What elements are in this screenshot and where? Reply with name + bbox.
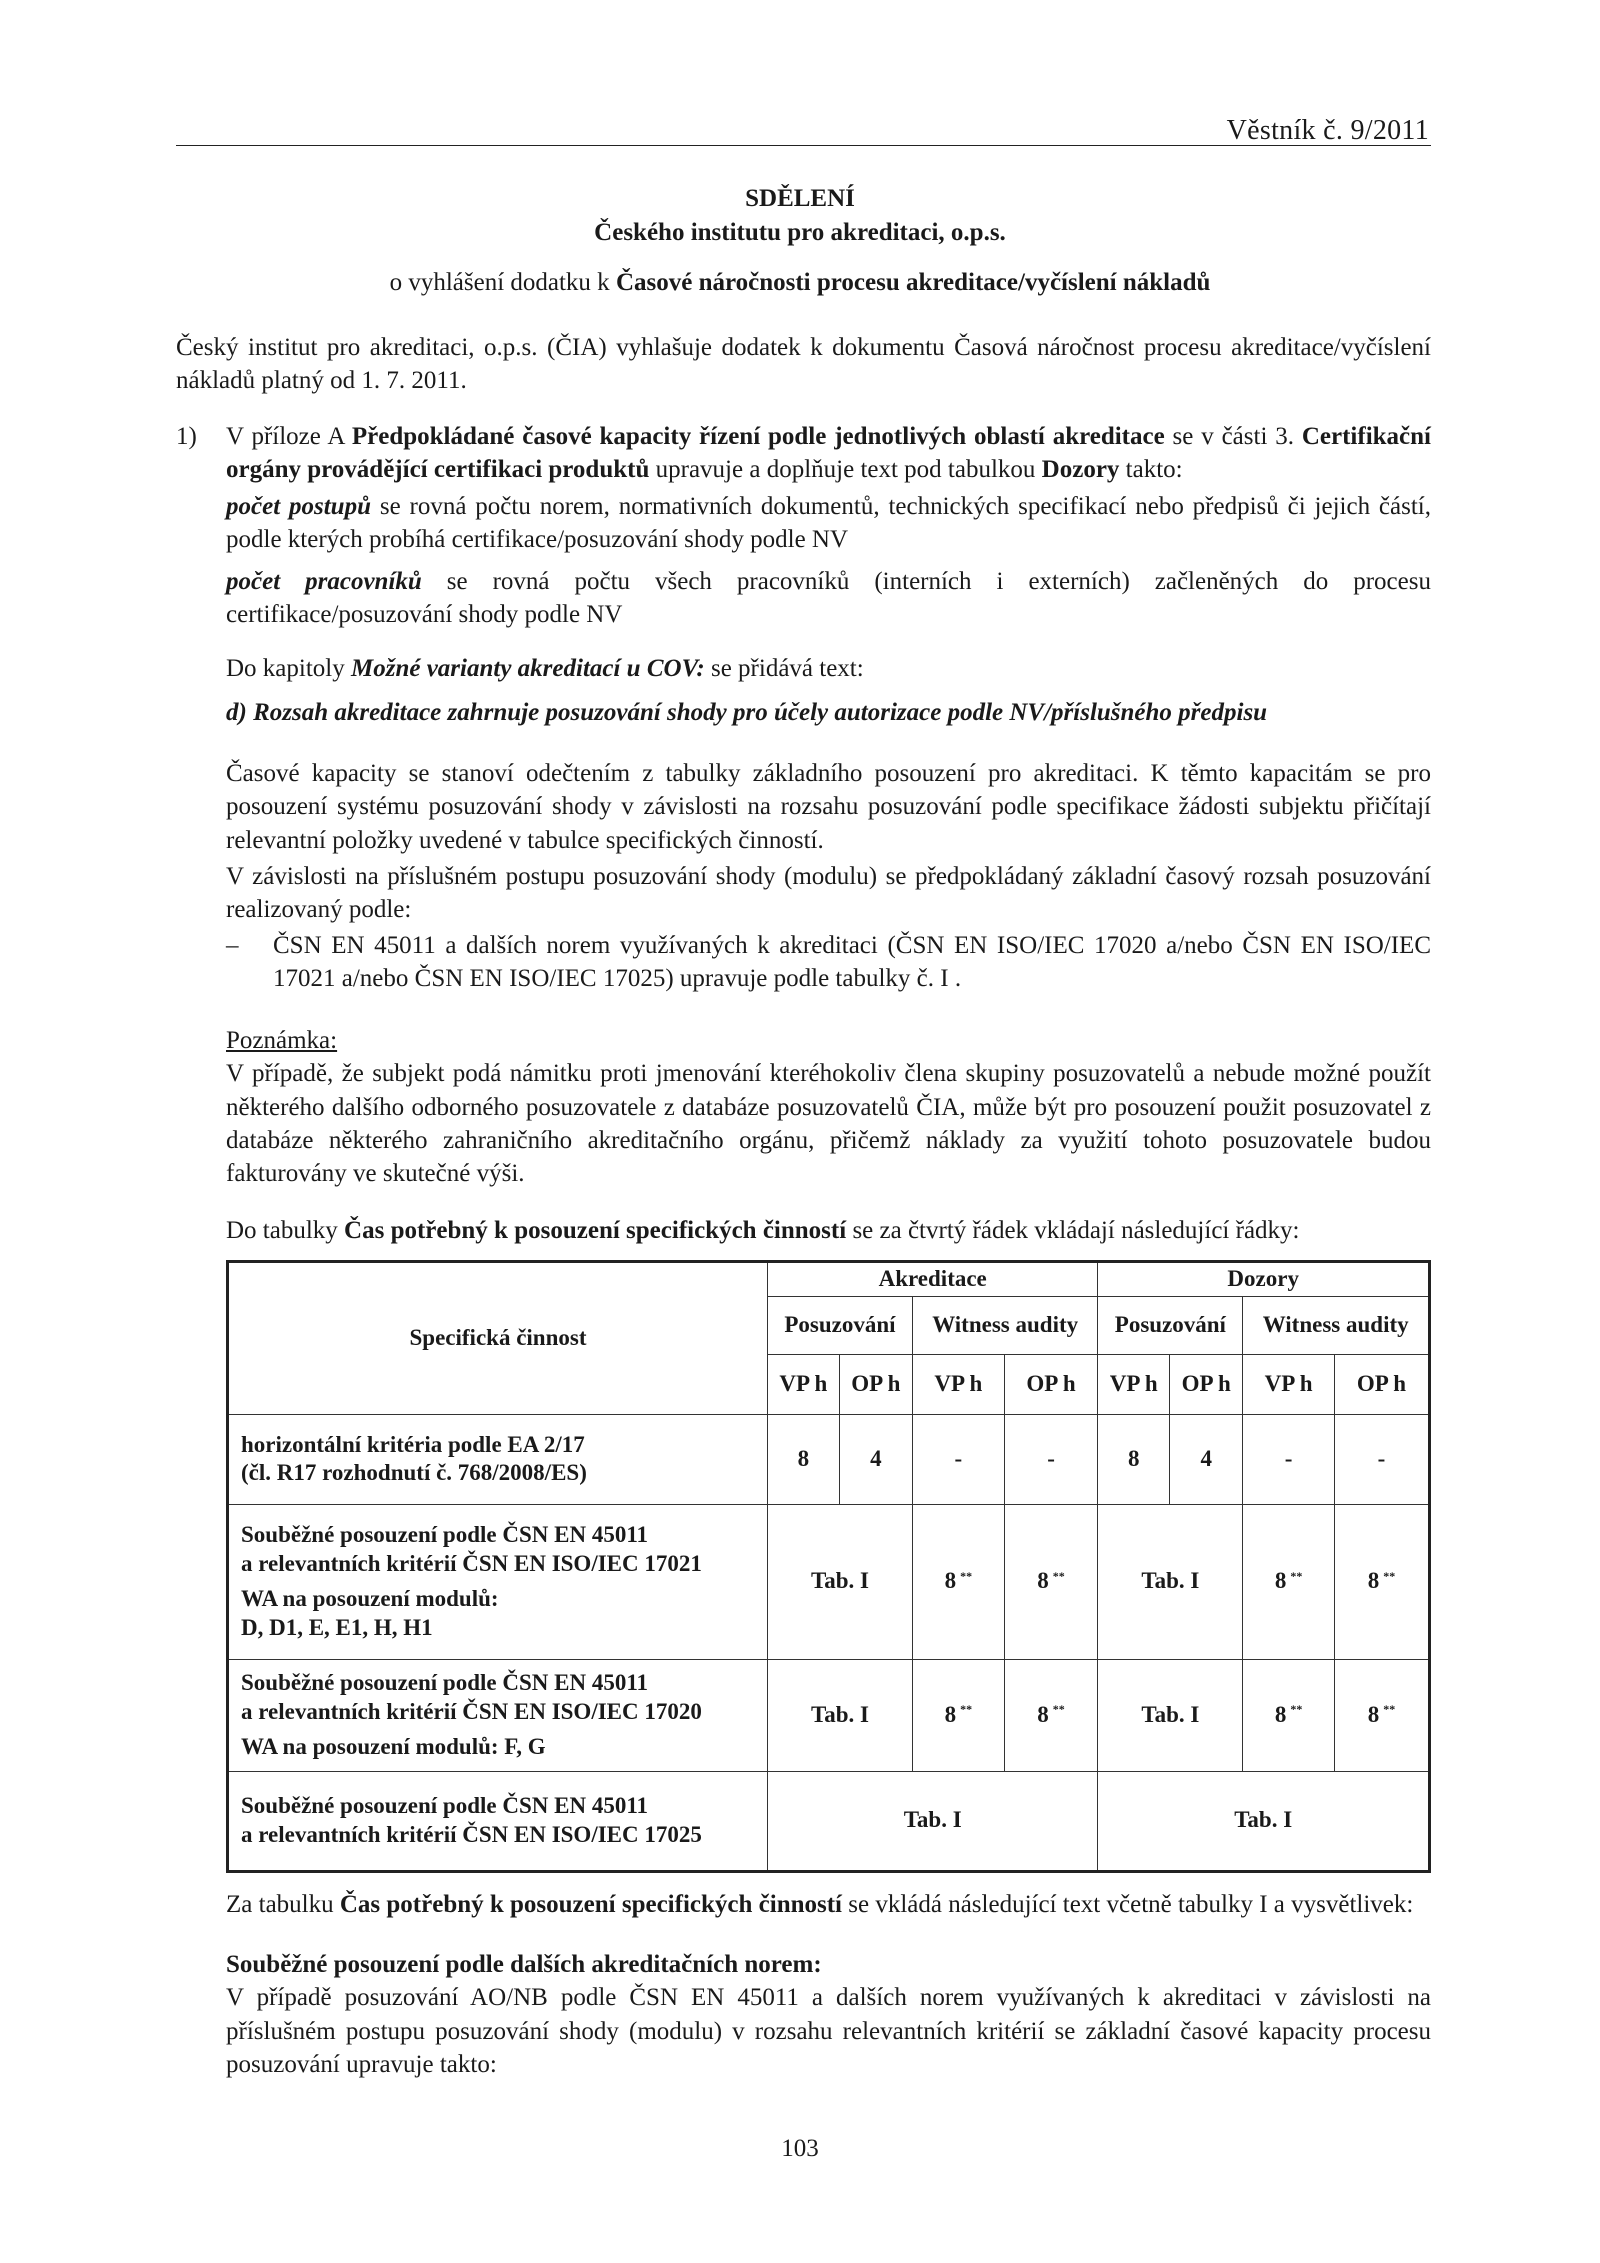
chapter-term: Možné varianty akreditací u COV: (351, 655, 705, 682)
definition-procedures-text: se rovná počtu norem, normativních dokumentů, technických specifikací nebo předpisů či jejich částí, podle kterých probíhá certifikace/posuzování shody podle NV (226, 493, 1431, 554)
col-op: OP h (839, 1354, 912, 1414)
akreditace-posuzovani: Posuzování (768, 1296, 913, 1354)
col-vp: VP h (1243, 1354, 1335, 1414)
table-cell: 8 ** (1334, 1504, 1429, 1659)
dozory-posuzovani: Posuzování (1098, 1296, 1243, 1354)
table-cell: Tab. I (1098, 1504, 1243, 1659)
footnote-marker: ** (1052, 1702, 1065, 1717)
group-akreditace: Akreditace (768, 1262, 1098, 1297)
table-cell: 8 ** (912, 1659, 1004, 1771)
after-table-suffix: se vkládá následující text včetně tabulky I a vysvětlivek: (842, 1891, 1414, 1918)
row-label-line: Souběžné posouzení podle ČSN EN 45011 (241, 1670, 649, 1696)
col-op: OP h (1334, 1354, 1429, 1414)
definition-workers-term: počet pracovníků (226, 568, 422, 595)
item-number: 1) (176, 423, 197, 450)
title-line-2: Českého institutu pro akreditaci, o.p.s. (594, 219, 1006, 246)
table-cell: Tab. I (1098, 1659, 1243, 1771)
akreditace-witness: Witness audity (912, 1296, 1097, 1354)
chapter-suffix: se přidává text: (704, 655, 864, 682)
definition-procedures-term: počet postupů (226, 493, 371, 520)
item-1-text-2: se v části 3. (1164, 423, 1302, 450)
concurrent-text: V případě posuzování AO/NB podle ČSN EN 45011 a dalších norem využívaných k akreditaci v závislosti na příslušném postupu posuzování shody (modulu) v rozsahu relevantních kritérií se základní časové kapacity procesu posuzování upravuje takto: (226, 1984, 1431, 2078)
capacity-paragraph: Časové kapacity se stanoví odečtením z tabulky základního posouzení pro akreditaci. K těmto kapacitám se pro posouzení systému posuzování shody v závislosti na rozsahu posuzování podle specifikace žádosti subjektu přičítají relevantní položky uvedené v tabulce specifických činností. (226, 760, 1431, 854)
table-cell: Tab. I (768, 1771, 1098, 1871)
chapter-paragraph (226, 652, 1431, 685)
table-cell: 8 (1098, 1414, 1170, 1504)
dependence-paragraph: V závislosti na příslušném postupu posuzování shody (modulu) se předpokládaný základní časový rozsah posuzování realizovaný podle: (226, 863, 1431, 924)
definition-procedures (226, 490, 1431, 557)
header-rule (176, 145, 1431, 146)
col-op: OP h (1170, 1354, 1243, 1414)
table-row (228, 1504, 1430, 1659)
after-table-bold: Čas potřebný k posouzení specifických činností (339, 1891, 842, 1918)
definition-workers (226, 565, 1431, 632)
col-vp: VP h (768, 1354, 840, 1414)
title-line-1: SDĚLENÍ (745, 185, 855, 212)
dash-item-text: ČSN EN 45011 a dalších norem využívaných k akreditaci (ČSN EN ISO/IEC 17020 a/nebo ČSN EN ISO/IEC 17021 a/nebo ČSN EN ISO/IEC 17025) upravuje podle tabulky č. I . (273, 932, 1431, 993)
table-cell: 8 ** (1004, 1504, 1098, 1659)
row-label-line: a relevantních kritérií ČSN EN ISO/IEC 17021 (241, 1551, 702, 1576)
footnote-marker: ** (960, 1702, 973, 1717)
note-block (226, 1024, 1431, 1190)
item-1-text-1: V příloze A (226, 423, 352, 450)
table-cell: 4 (839, 1414, 912, 1504)
item-1-bold-4: Dozory (1041, 456, 1120, 484)
table-cell: - (1243, 1414, 1335, 1504)
row-label-line: a relevantních kritérií ČSN EN ISO/IEC 17025 (241, 1821, 702, 1847)
after-table-prefix: Za tabulku (226, 1891, 340, 1918)
row-label-line: (čl. R17 rozhodnutí č. 768/2008/ES) (241, 1460, 587, 1486)
definition-workers-text: se rovná počtu všech pracovníků (interních i externích) začleněných do procesu certifikace/posuzování shody podle NV (226, 568, 1431, 629)
row-label-line: D, D1, E, E1, H, H1 (241, 1614, 433, 1640)
row-label-line: WA na posouzení modulů: (241, 1585, 499, 1611)
row-label (228, 1504, 768, 1659)
table-cell: 4 (1170, 1414, 1243, 1504)
item-1-text-4: takto: (1119, 456, 1183, 484)
table-row (228, 1659, 1430, 1771)
table-intro-bold: Čas potřebný k posouzení specifických činností (344, 1217, 847, 1244)
concurrent-heading: Souběžné posouzení podle dalších akreditačních norem: (226, 1951, 822, 1978)
table-cell: Tab. I (768, 1659, 913, 1771)
item-1-bold-2: Certifikační orgány (226, 423, 1431, 484)
item-1-text-3: upravuje a doplňuje text pod tabulkou (649, 456, 1042, 484)
chapter-prefix: Do kapitoly (226, 655, 351, 682)
journal-header: Věstník č. 9/2011 (1226, 115, 1429, 146)
subject-prefix: o vyhlášení dodatku k (389, 269, 616, 296)
table-row (228, 1771, 1430, 1871)
table-cell: 8 (768, 1414, 840, 1504)
row-label-line: Souběžné posouzení podle ČSN EN 45011 (241, 1522, 649, 1548)
table-cell: - (1004, 1414, 1098, 1504)
footnote-marker: ** (1290, 1568, 1303, 1583)
table-cell: 8 ** (1334, 1659, 1429, 1771)
dash-mark: – (226, 932, 239, 959)
col-op: OP h (1004, 1354, 1098, 1414)
subject-bold: Časové náročnosti procesu akreditace/vyčíslení nákladů (615, 269, 1211, 296)
row-label (228, 1771, 768, 1871)
col-specific-activity: Specifická činnost (228, 1262, 768, 1415)
dozory-witness: Witness audity (1243, 1296, 1430, 1354)
variant-d: d) Rozsah akreditace zahrnuje posuzování shody pro účely autorizace podle NV/příslušného předpisu (226, 699, 1268, 726)
announcement-subject (0, 266, 1600, 299)
table-cell: Tab. I (1098, 1771, 1430, 1871)
row-label (228, 1659, 768, 1771)
item-1-paragraph (226, 420, 1431, 487)
concurrent-block (226, 1948, 1431, 2081)
note-heading: Poznámka: (226, 1027, 338, 1054)
footnote-marker: ** (1290, 1702, 1303, 1717)
table-intro-suffix: se za čtvrtý řádek vkládají následující řádky: (846, 1217, 1300, 1244)
table-cell: Tab. I (768, 1504, 913, 1659)
row-label-line: Souběžné posouzení podle ČSN EN 45011 (241, 1793, 649, 1818)
table-cell: 8 ** (1004, 1659, 1098, 1771)
footnote-marker: ** (1052, 1568, 1065, 1583)
row-label-line: horizontální kritéria podle EA 2/17 (241, 1431, 585, 1457)
table-cell: - (912, 1414, 1004, 1504)
row-label-line: a relevantních kritérií ČSN EN ISO/IEC 17020 (241, 1698, 702, 1724)
table-cell: 8 ** (1243, 1659, 1335, 1771)
note-text: V případě, že subjekt podá námitku proti jmenování kteréhokoliv člena skupiny posuzovatelů a nebude možné použít některého dalšího odborného posuzovatele z databáze posuzovatelů ČIA, může být pro posouzení použit posuzovatel z databáze některého zahraničního akreditačního orgánu, přičemž náklady za využití tohoto posuzovatele budou fakturovány ve skutečné výši. (226, 1060, 1431, 1187)
after-table-paragraph (226, 1888, 1431, 1921)
table-cell: 8 ** (912, 1504, 1004, 1659)
table-intro-prefix: Do tabulky (226, 1217, 345, 1244)
item-1-bold-3: provádějící certifikaci produktů (307, 456, 650, 484)
table-row (228, 1414, 1430, 1504)
row-label-line: WA na posouzení modulů: F, G (241, 1733, 546, 1759)
table-cell: 8 ** (1243, 1504, 1335, 1659)
page-number: 103 (781, 2135, 819, 2162)
item-1-bold-1: Předpokládané časové kapacity řízení podle jednotlivých oblastí akreditace (351, 423, 1165, 450)
group-dozory: Dozory (1098, 1262, 1430, 1297)
row-label (228, 1414, 768, 1504)
table-intro (226, 1214, 1431, 1247)
specific-activities-table (226, 1260, 1431, 1873)
footnote-marker: ** (960, 1568, 973, 1583)
document-title (0, 182, 1600, 250)
table-cell: - (1334, 1414, 1429, 1504)
col-vp: VP h (1098, 1354, 1170, 1414)
footnote-marker: ** (1383, 1702, 1396, 1717)
intro-paragraph: Český institut pro akreditaci, o.p.s. (ČIA) vyhlašuje dodatek k dokumentu Časová náročnost procesu akreditace/vyčíslení nákladů platný od 1. 7. 2011. (176, 334, 1431, 395)
col-vp: VP h (912, 1354, 1004, 1414)
footnote-marker: ** (1383, 1568, 1396, 1583)
